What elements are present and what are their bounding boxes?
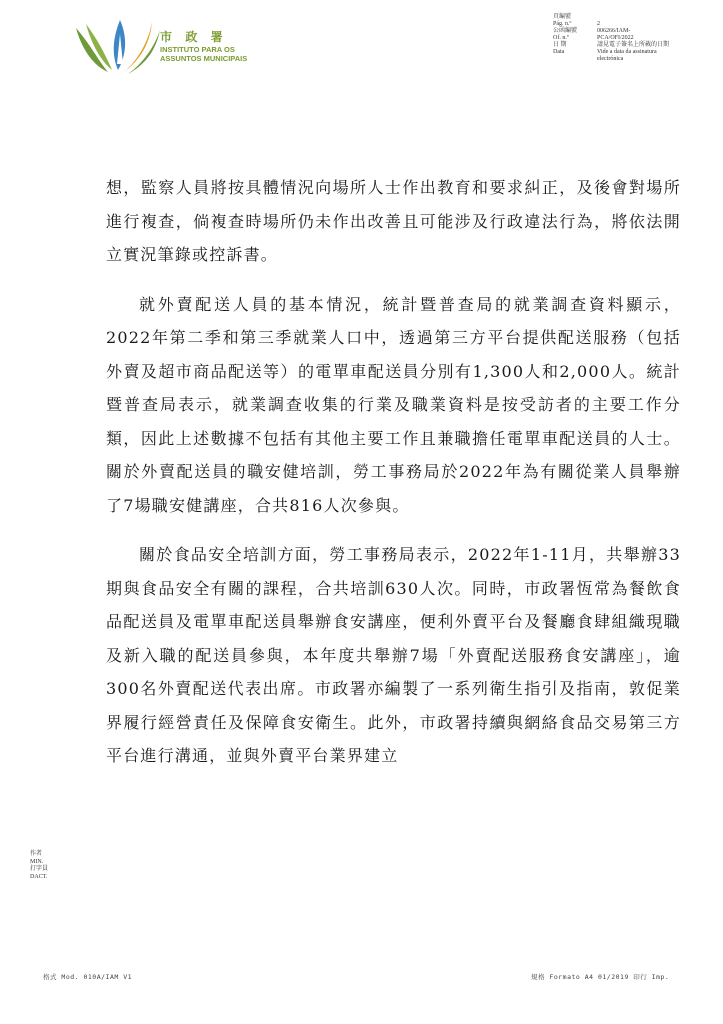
org-name-cn: 市 政 署 [160, 30, 228, 44]
paragraph-2: 就外賣配送人員的基本情況，統計暨普查局的就業調查資料顯示，2022年第二季和第三季就業人口中，透過第三方平台提供配送服務（包括外賣及超市商品配送等）的電單車配送員分別有1,300人和2,000人。統計暨普查局表示，就業調查收集的行業及職業資料是按受訪者的主要工作分類，因此上述數據不包括有其他主要工作且兼職擔任電單車配送員的人士。關於外賣配送員的職安健培訓，勞工事務局於2022年為有關從業人員舉辦了7場職安健講座，合共816人次參與。 [106, 294, 681, 515]
paragraph-3: 關於食品安全培訓方面，勞工事務局表示，2022年1-11月，共舉辦33期與食品安全有關的課程，合共培訓630人次。同時，市政署恆常為餐飲食品配送員及電單車配送員舉辦食安講座，便利外賣平台及餐廳食肆組織現職及新入職的配送員參與，本年度共舉辦7場「外賣配送服務食安講座」，逾300名外賣配送代表出席。市政署亦編製了一系列衛生指引及指南，敦促業界履行經營責任及保障食安衛生。此外，市政署持續與網絡食品交易第三方平台進行溝通，並與外賣平台業界建立 [106, 545, 681, 765]
meta-row: electrónica [597, 56, 624, 62]
org-name [160, 28, 247, 63]
org-name-pt-line2: ASSUNTOS MUNICIPAIS [160, 54, 248, 63]
footer-form-code: 格式 Mod. 010A/IAM V1 [43, 973, 133, 981]
document-meta [553, 14, 697, 63]
meta-row: 公函編號 006266/IAM- [553, 28, 631, 34]
meta-row: 日 期 請見電子簽名上所載的日期 [553, 42, 670, 48]
author-block [30, 851, 48, 881]
footer-format: 規格 Formato A4 01/2019 印行 Imp. [531, 973, 670, 981]
author-value: MIN. [30, 858, 44, 865]
iam-logo [68, 16, 168, 76]
meta-row: Data Vide a data da assinatura [553, 49, 657, 55]
meta-row: 頁編號 [553, 14, 572, 20]
paragraph-1: 想，監察人員將按具體情況向場所人士作出教育和要求糾正，及後會對場所進行複查，倘複查時場所仍未作出改善且可能涉及行政違法行為，將依法開立實況筆錄或控訴書。 [106, 178, 681, 264]
org-name-pt-line1: INSTITUTO PARA OS [160, 45, 235, 54]
author-label-cn: 作者 [30, 851, 43, 857]
meta-row: Of. n.º PCA/OFI/2022 [553, 35, 634, 41]
typist-label-cn: 打字員 [30, 866, 49, 872]
letter-body [106, 171, 681, 773]
meta-row: Pág. n.º 2 [553, 21, 600, 27]
typist-value: DACT. [30, 873, 48, 880]
